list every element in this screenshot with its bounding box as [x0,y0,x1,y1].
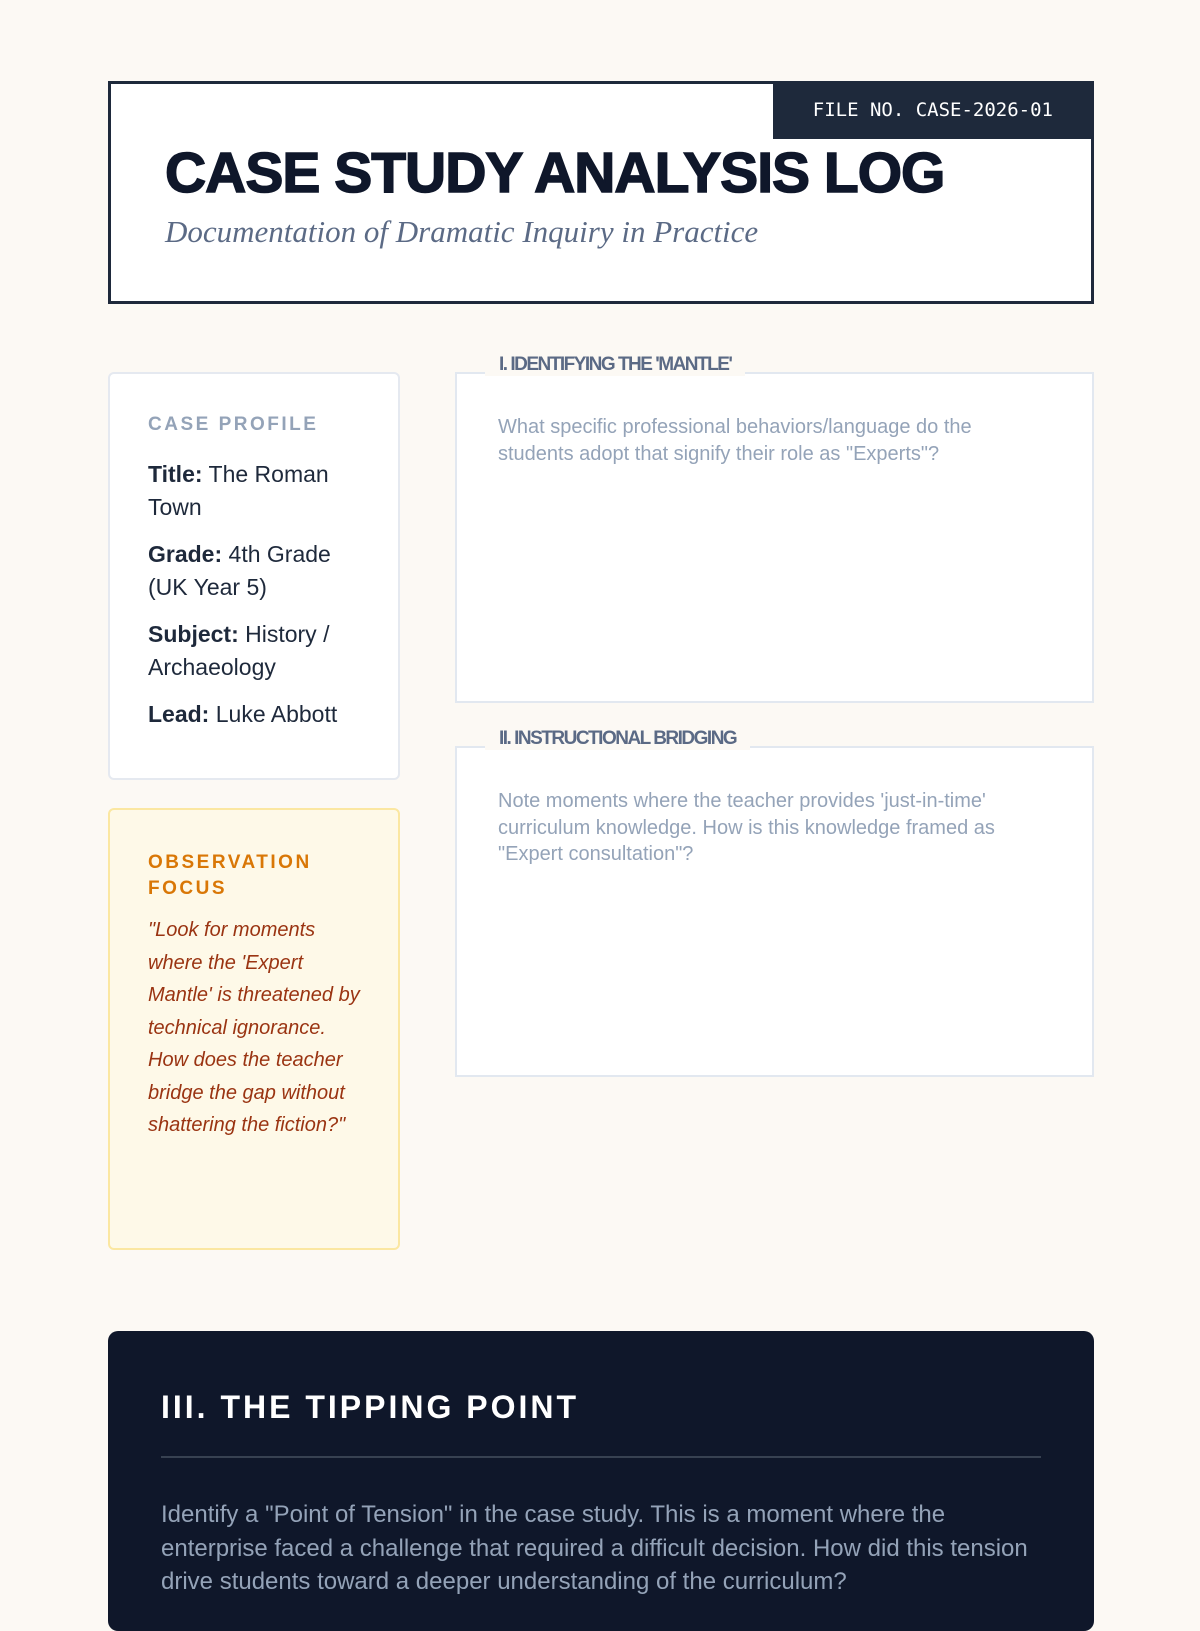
tipping-point-text: Identify a "Point of Tension" in the case study. This is a moment where the enterprise faced a challenge that required a difficult decision. How did this tension drive students toward a deeper understanding of the curriculum? [161,1501,1028,1595]
case-profile-card [108,372,400,780]
profile-item-grade [148,538,360,604]
page-title: CASE STUDY ANALYSIS LOG [165,141,945,205]
profile-item-title [148,458,360,524]
profile-value: 4th Grade (UK Year 5) [148,541,331,600]
section-mantle[interactable] [455,354,1094,703]
profile-value: Luke Abbott [215,701,338,727]
header [108,81,1094,304]
section-prompt: Note moments where the teacher provides 'just-in-time' curriculum knowledge. How is this knowledge framed as "Expert consultation"? [498,790,995,865]
profile-item-lead [148,698,360,731]
section-prompt: What specific professional behaviors/language do the students adopt that signify their role as "Experts"? [498,416,972,465]
section-instructional-bridging[interactable] [455,728,1094,1077]
tipping-point-panel [108,1331,1094,1631]
section-label: I. IDENTIFYING THE 'MANTLE' [485,354,745,376]
divider [161,1456,1041,1458]
profile-item-subject [148,618,360,684]
observation-focus-text: "Look for moments where the 'Expert Mantle' is threatened by technical ignorance. How does the teacher bridge the gap without shattering the fiction?" [148,919,360,1136]
case-profile-label: CASE PROFILE [148,414,319,435]
profile-key: Subject: [148,621,239,647]
profile-value: The Roman Town [148,461,329,520]
profile-key: Lead: [148,701,210,727]
profile-value: History / Archaeology [148,621,330,680]
profile-key: Title: [148,461,203,487]
page-subtitle: Documentation of Dramatic Inquiry in Practice [165,214,759,249]
tipping-point-title: III. THE TIPPING POINT [161,1389,580,1425]
observation-focus-label: OBSERVATION FOCUS [148,852,312,899]
file-number-badge: FILE NO. CASE-2026-01 [773,84,1091,139]
profile-key: Grade: [148,541,223,567]
section-label: II. INSTRUCTIONAL BRIDGING [485,728,750,750]
observation-focus-card [108,808,400,1250]
